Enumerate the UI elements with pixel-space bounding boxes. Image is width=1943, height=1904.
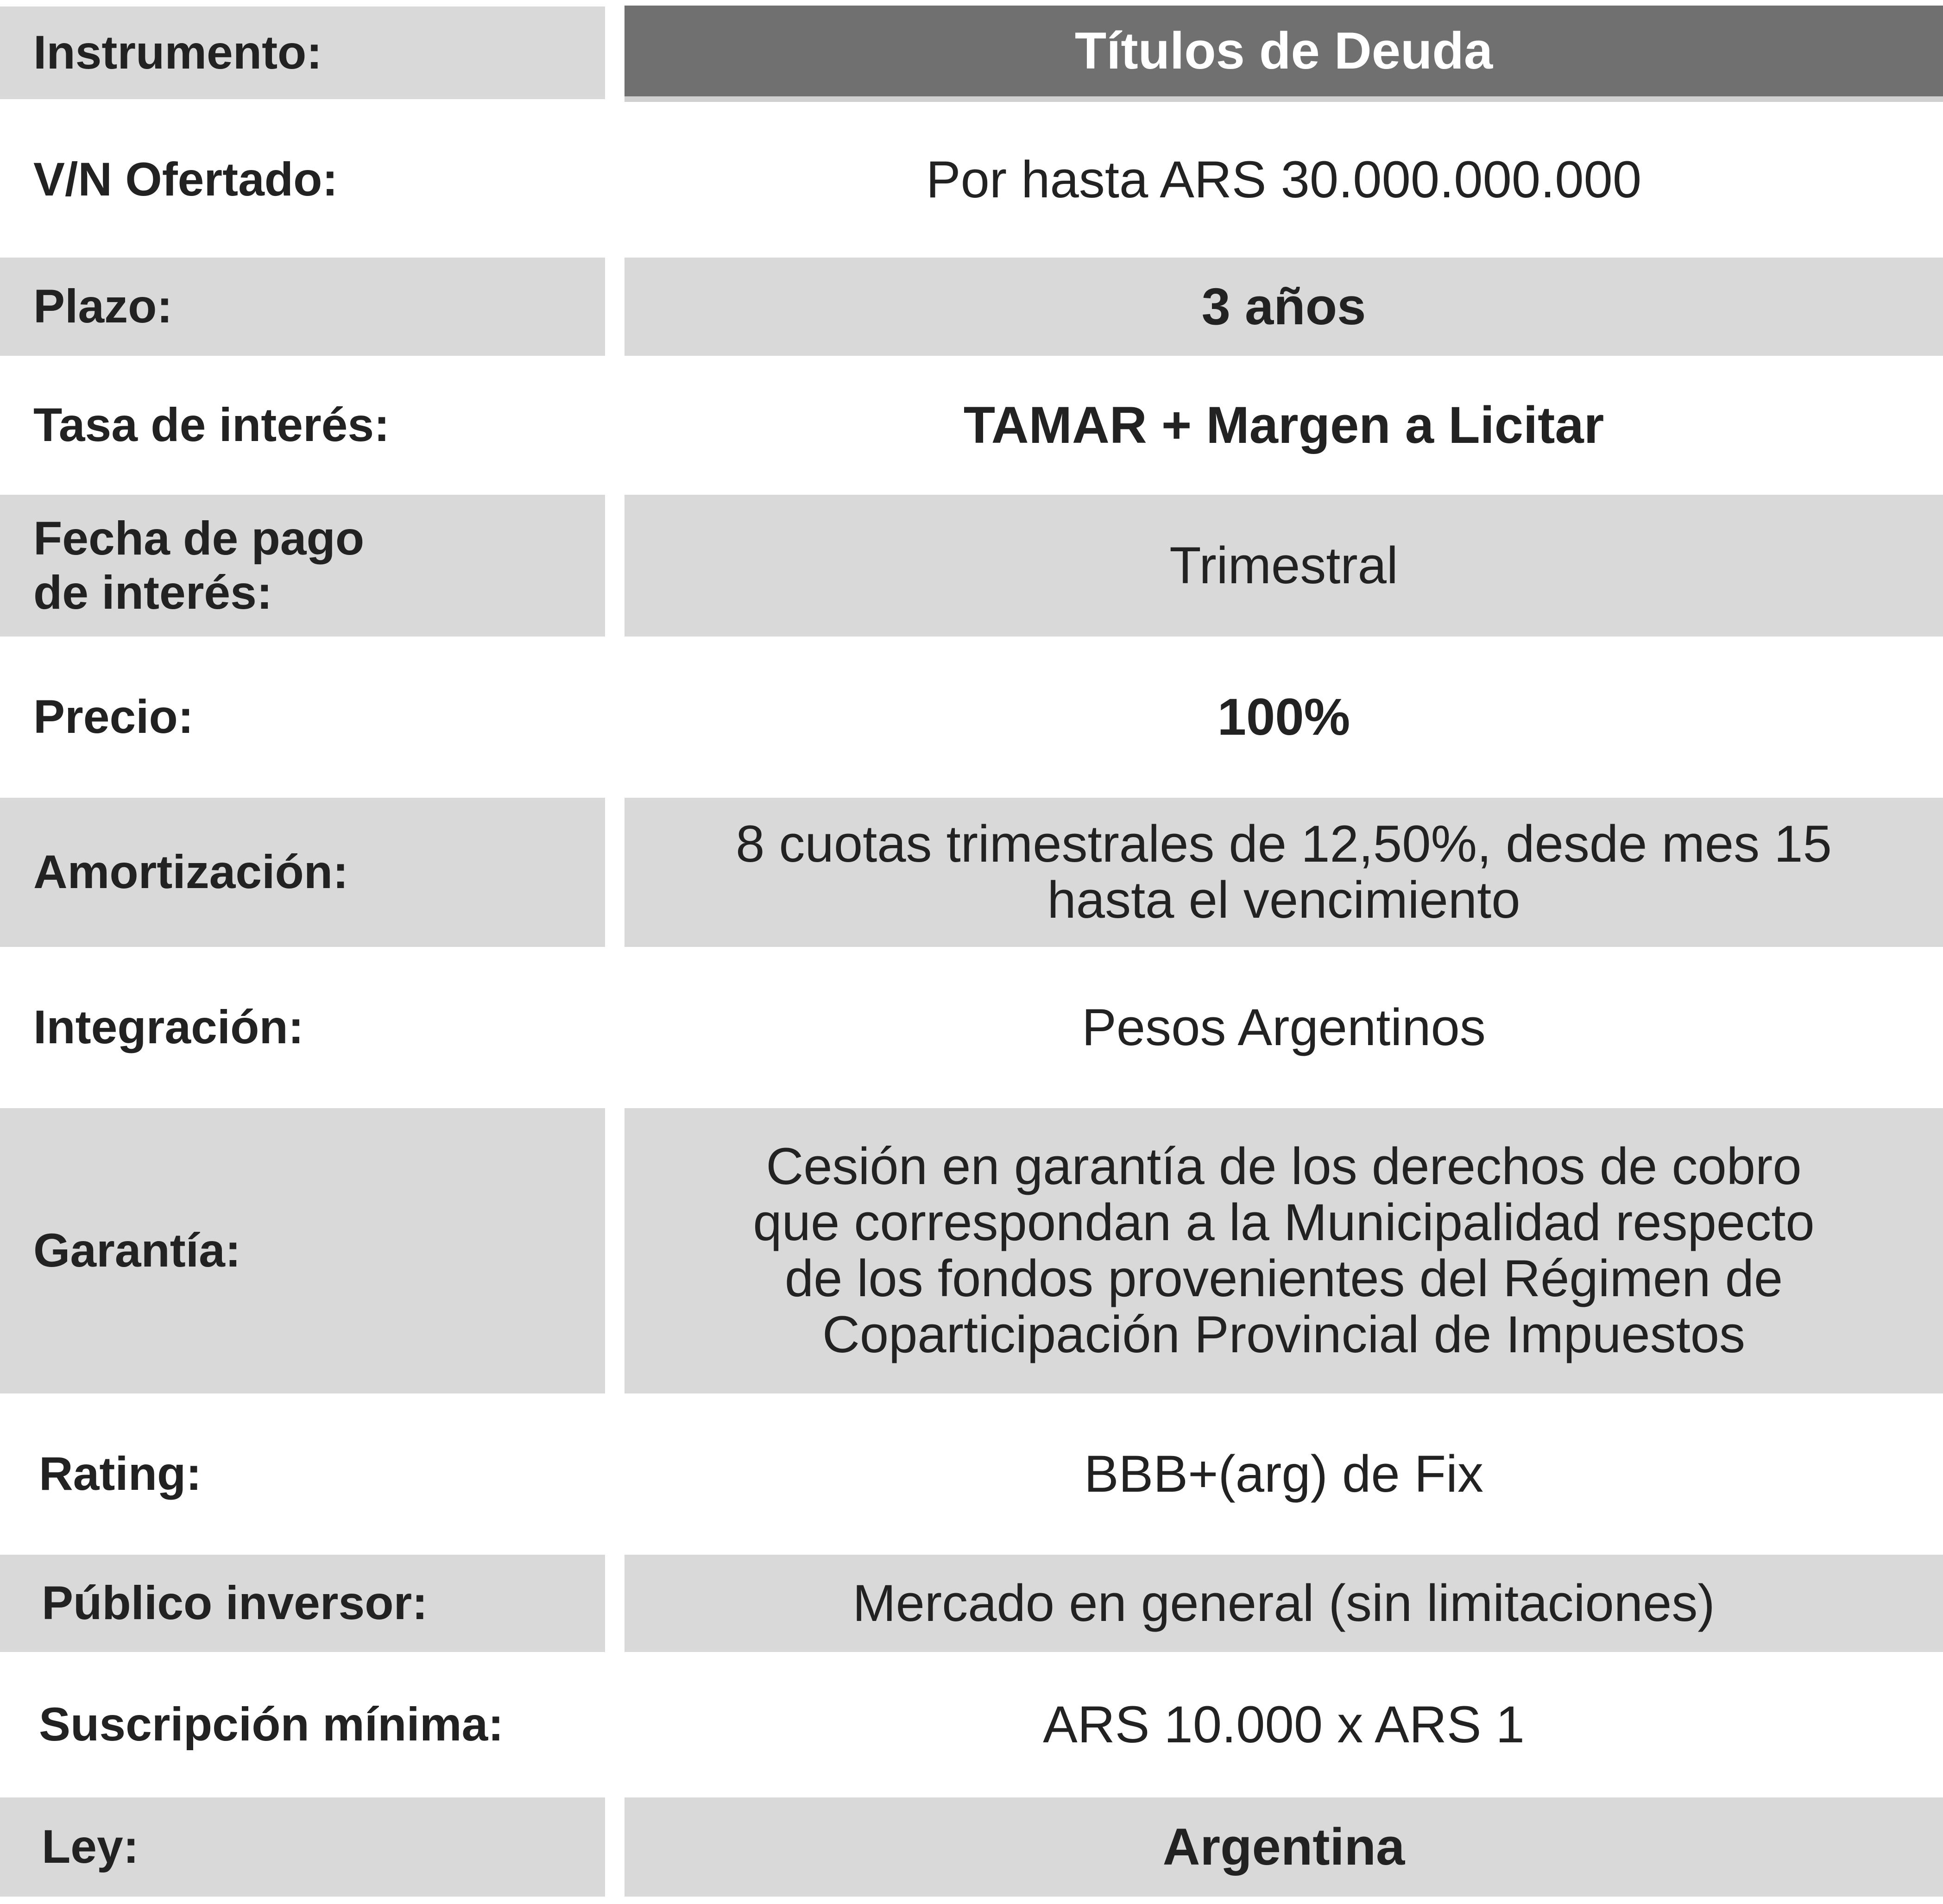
row-value: Cesión en garantía de los derechos de cobro que correspondan a la Municipalidad respecto de los fondos provenientes del Régimen de Coparticipación Provincial de Impuestos bbox=[625, 1108, 1943, 1393]
row-plazo bbox=[0, 250, 1943, 363]
row-value: 8 cuotas trimestrales de 12,50%, desde mes 15 hasta el vencimiento bbox=[625, 798, 1943, 947]
row-label: Suscripción mínima: bbox=[39, 1698, 504, 1751]
row-tasa-de-interes bbox=[0, 363, 1943, 487]
row-label: Rating: bbox=[39, 1447, 202, 1501]
row-label: V/N Ofertado: bbox=[33, 153, 338, 206]
row-label: Ley: bbox=[0, 1797, 605, 1897]
row-ley bbox=[0, 1790, 1943, 1904]
row-value: Trimestral bbox=[625, 495, 1943, 637]
row-vn-ofertado bbox=[0, 109, 1943, 250]
row-value: 3 años bbox=[625, 258, 1943, 356]
row-value: Por hasta ARS 30.000.000.000 bbox=[926, 150, 1642, 208]
row-label: Amortización: bbox=[0, 798, 605, 947]
row-label: Tasa de interés: bbox=[33, 398, 390, 452]
row-amortizacion bbox=[0, 790, 1943, 954]
row-value: Argentina bbox=[625, 1797, 1943, 1897]
row-label: Integración: bbox=[33, 1001, 304, 1054]
row-value: Pesos Argentinos bbox=[1082, 998, 1486, 1056]
row-label: Garantía: bbox=[0, 1108, 605, 1393]
row-publico-inversor bbox=[0, 1547, 1943, 1659]
row-value: Títulos de Deuda bbox=[625, 6, 1943, 102]
row-label: Instrumento: bbox=[0, 6, 605, 99]
row-label: Público inversor: bbox=[0, 1555, 605, 1652]
row-value: ARS 10.000 x ARS 1 bbox=[1043, 1695, 1525, 1753]
row-value: BBB+(arg) de Fix bbox=[1084, 1444, 1484, 1503]
row-value: Mercado en general (sin limitaciones) bbox=[625, 1555, 1943, 1652]
row-fecha-de-pago bbox=[0, 487, 1943, 644]
row-value: TAMAR + Margen a Licitar bbox=[963, 396, 1604, 454]
row-garantia bbox=[0, 1101, 1943, 1401]
row-suscripcion-minima bbox=[0, 1659, 1943, 1790]
row-label: Precio: bbox=[33, 690, 194, 744]
row-label: Plazo: bbox=[0, 258, 605, 356]
row-integracion bbox=[0, 954, 1943, 1101]
row-precio bbox=[0, 644, 1943, 790]
row-rating bbox=[0, 1401, 1943, 1547]
row-label: Fecha de pago de interés: bbox=[0, 495, 605, 637]
row-value: 100% bbox=[1217, 687, 1350, 746]
row-instrumento bbox=[0, 0, 1943, 109]
